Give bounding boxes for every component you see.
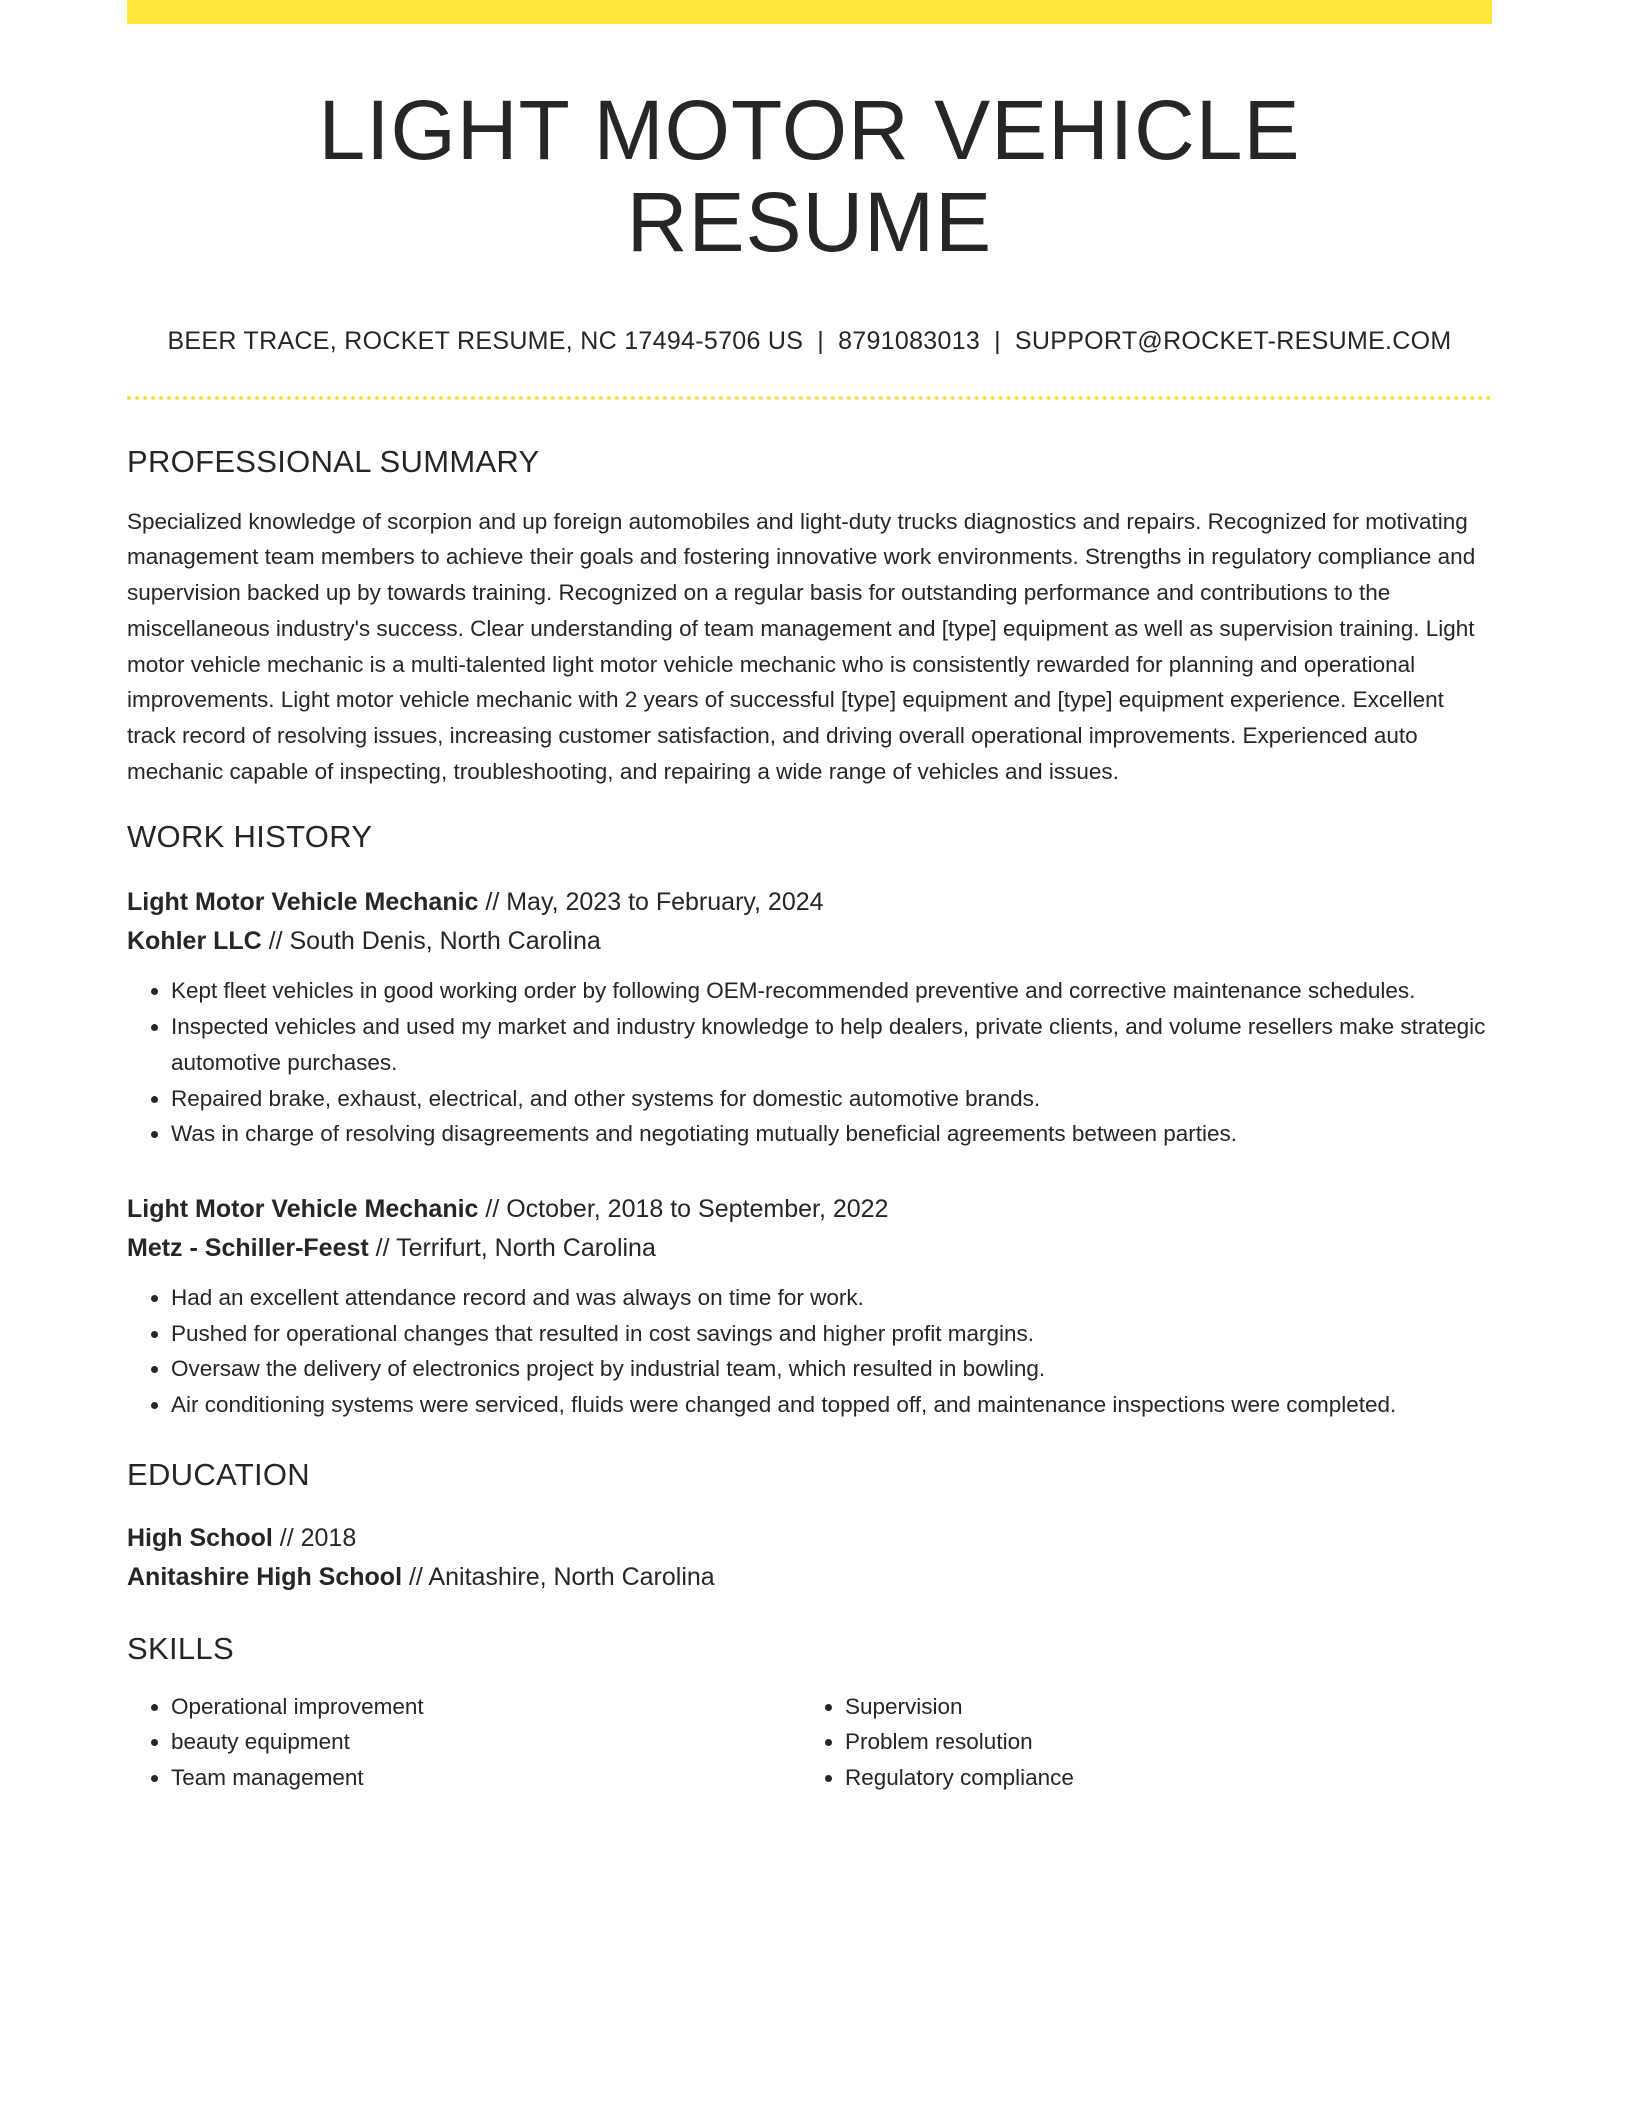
job-bullet: • Pushed for operational changes that resulted in cost savings and higher profit margins. [171,1316,1492,1352]
job-bullets [127,973,1492,1152]
education-school-line [127,1558,1492,1597]
education-location: // Anitashire, North Carolina [402,1562,715,1591]
education-year: // 2018 [272,1523,357,1552]
skills-column-left [127,1689,801,1796]
job-company: Metz - Schiller-Feest [127,1233,369,1262]
job-dates: // May, 2023 to February, 2024 [478,888,824,917]
job-bullet: • Was in charge of resolving disagreements and negotiating mutually beneficial agreements between parties. [171,1116,1492,1152]
job-bullets [127,1280,1492,1423]
education-heading: EDUCATION [127,1456,310,1492]
resume-page [127,0,1492,1796]
job-role-line [127,883,1492,922]
skill-item: • Regulatory compliance [845,1760,1475,1796]
job-role-line [127,1190,1492,1229]
job-company: Kohler LLC [127,927,262,956]
job-bullet: • Air conditioning systems were serviced, fluids were changed and topped off, and maintenance inspections were completed. [171,1387,1492,1423]
summary-text: Specialized knowledge of scorpion and up foreign automobiles and light-duty trucks diagnostics and repairs. Recognized for motivating management team members to achieve their goals and fostering innovative work environments. Strengths in regulatory compliance and supervision backed up by towards training. Recognized on a regular basis for outstanding performance and contributions to the miscellaneous industry's success. Clear understanding of team management and [type] equipment as well as supervision training. Light motor vehicle mechanic is a multi-talented light motor vehicle mechanic who is consistently rewarded for planning and operational improvements. Light motor vehicle mechanic with 2 years of successful [type] equipment and [type] equipment experience. Excellent track record of resolving issues, increasing customer satisfaction, and driving overall operational improvements. Experienced auto mechanic capable of inspecting, troubleshooting, and repairing a wide range of vehicles and issues. [127,508,1476,784]
skills-column-right [801,1689,1475,1796]
job-bullet: • Had an excellent attendance record and was always on time for work. [171,1280,1492,1316]
contact-separator: | [994,326,1001,355]
education-degree-line [127,1519,1492,1558]
job-location: // Terrifurt, North Carolina [368,1233,656,1262]
dotted-divider [127,396,1492,400]
job-role: Light Motor Vehicle Mechanic [127,888,479,917]
skills-list [127,1689,1492,1796]
job-bullet: • Inspected vehicles and used my market and industry knowledge to help dealers, private clients, and volume resellers make strategic automotive purchases. [171,1009,1492,1080]
job-entry [127,1190,1492,1423]
contact-separator: | [817,326,825,355]
job-bullet: • Oversaw the delivery of electronics project by industrial team, which resulted in bowling. [171,1351,1492,1387]
skill-item: • Problem resolution [845,1724,1475,1760]
education-school: Anitashire High School [127,1562,403,1591]
skill-item: • Operational improvement [171,1689,801,1725]
contact-email: SUPPORT@ROCKET-RESUME.COM [1014,326,1452,355]
top-accent-bar [127,0,1492,24]
skill-item: • Team management [171,1760,801,1796]
job-role: Light Motor Vehicle Mechanic [127,1194,479,1223]
job-entry [127,883,1492,1152]
skill-item: • beauty equipment [171,1724,801,1760]
job-bullet: • Kept fleet vehicles in good working order by following OEM-recommended preventive and corrective maintenance schedules. [171,973,1492,1009]
contact-line [127,327,1492,356]
contact-address: BEER TRACE, ROCKET RESUME, NC 17494-5706 US [167,326,804,355]
job-company-line [127,1229,1492,1268]
contact-phone: 8791083013 [838,326,981,355]
skills-heading: SKILLS [127,1630,234,1666]
work-history-heading: WORK HISTORY [127,819,373,855]
education-degree: High School [127,1523,273,1552]
summary-heading: PROFESSIONAL SUMMARY [127,443,540,479]
job-bullet: • Repaired brake, exhaust, electrical, and other systems for domestic automotive brands. [171,1081,1492,1117]
job-location: // South Denis, North Carolina [261,927,601,956]
job-dates: // October, 2018 to September, 2022 [478,1194,889,1223]
skill-item: • Supervision [845,1689,1475,1725]
education-entry [127,1519,1492,1597]
job-company-line [127,922,1492,961]
resume-title: LIGHT MOTOR VEHICLE RESUME [318,83,1301,270]
